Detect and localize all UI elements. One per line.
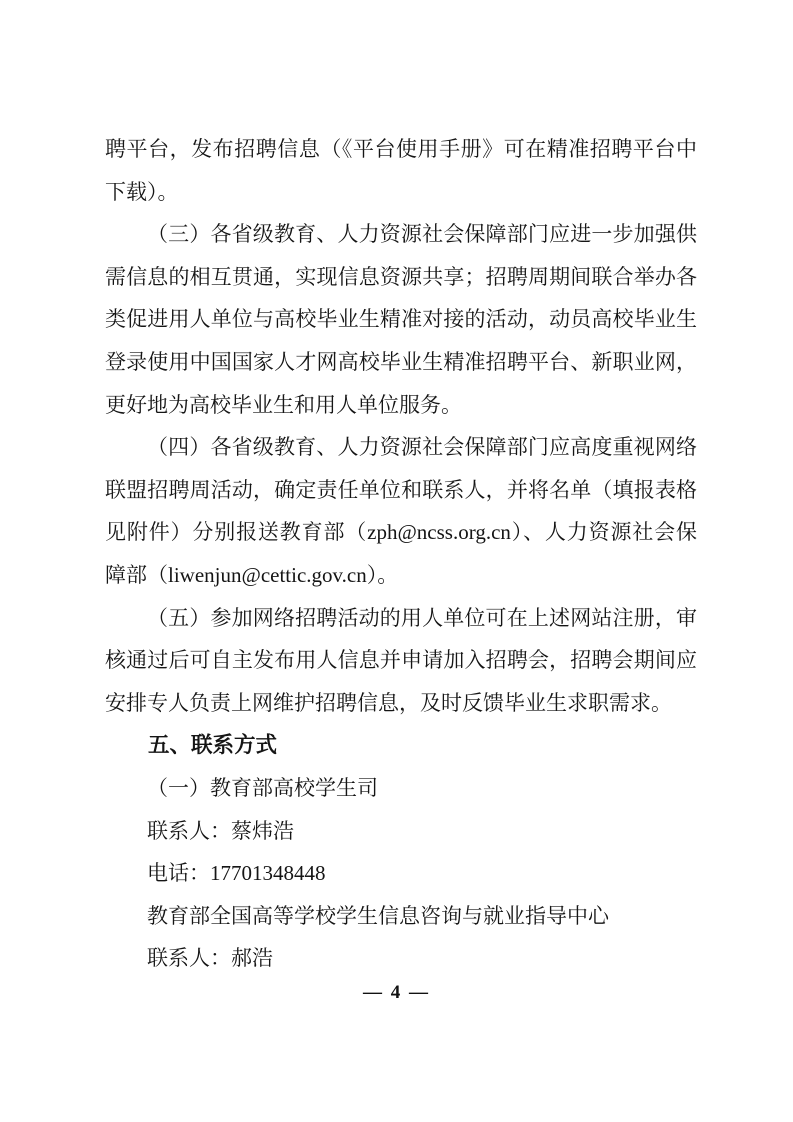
text-line: （三）各省级教育、人力资源社会保障部门应进一步加强供 <box>147 222 697 247</box>
text-line: 下载）。 <box>105 179 179 204</box>
text-line: 联系人：郝浩 <box>147 946 273 971</box>
paragraph-item-5 <box>105 597 697 725</box>
text-line: （四）各省级教育、人力资源社会保障部门应高度重视网络 <box>147 435 697 460</box>
contact-unit-1 <box>105 767 697 810</box>
text-line: （五）参加网络招聘活动的用人单位可在上述网站注册，审 <box>147 605 697 630</box>
document-body <box>105 128 697 980</box>
page-footer <box>0 982 793 1004</box>
section-heading <box>105 724 697 767</box>
text-line: 联盟招聘周活动，确定责任单位和联系人，并将名单（填报表格 <box>105 477 697 502</box>
text-line: 电话：17701348448 <box>147 861 326 886</box>
page-number: — 4 — <box>363 982 430 1003</box>
section-heading-text: 五、联系方式 <box>148 733 278 758</box>
paragraph-item-3 <box>105 213 697 426</box>
text-line: 需信息的相互贯通，实现信息资源共享；招聘周期间联合举办各 <box>105 264 697 289</box>
text-line: 教育部全国高等学校学生信息咨询与就业指导中心 <box>147 903 609 928</box>
contact-person-1 <box>105 810 697 853</box>
text-line: （一）教育部高校学生司 <box>147 775 378 800</box>
contact-phone-1 <box>105 852 697 895</box>
text-line: 登录使用中国国家人才网高校毕业生精准招聘平台、新职业网， <box>105 349 697 374</box>
text-line: 见附件）分别报送教育部（zph@ncss.org.cn）、人力资源社会保 <box>105 520 697 545</box>
text-line: 联系人：蔡炜浩 <box>147 818 294 843</box>
contact-person-2 <box>105 937 697 980</box>
text-line: 安排专人负责上网维护招聘信息，及时反馈毕业生求职需求。 <box>105 690 672 715</box>
text-line: 聘平台，发布招聘信息（《平台使用手册》可在精准招聘平台中 <box>105 137 697 161</box>
text-line: 类促进用人单位与高校毕业生精准对接的活动，动员高校毕业生 <box>105 307 697 332</box>
paragraph-continuation <box>105 128 697 213</box>
paragraph-item-4 <box>105 426 697 596</box>
text-line: 核通过后可自主发布用人信息并申请加入招聘会，招聘会期间应 <box>105 648 697 673</box>
text-line: 更好地为高校毕业生和用人单位服务。 <box>105 392 462 417</box>
text-line: 障部（liwenjun@cettic.gov.cn）。 <box>105 562 399 587</box>
contact-unit-2 <box>105 895 697 938</box>
